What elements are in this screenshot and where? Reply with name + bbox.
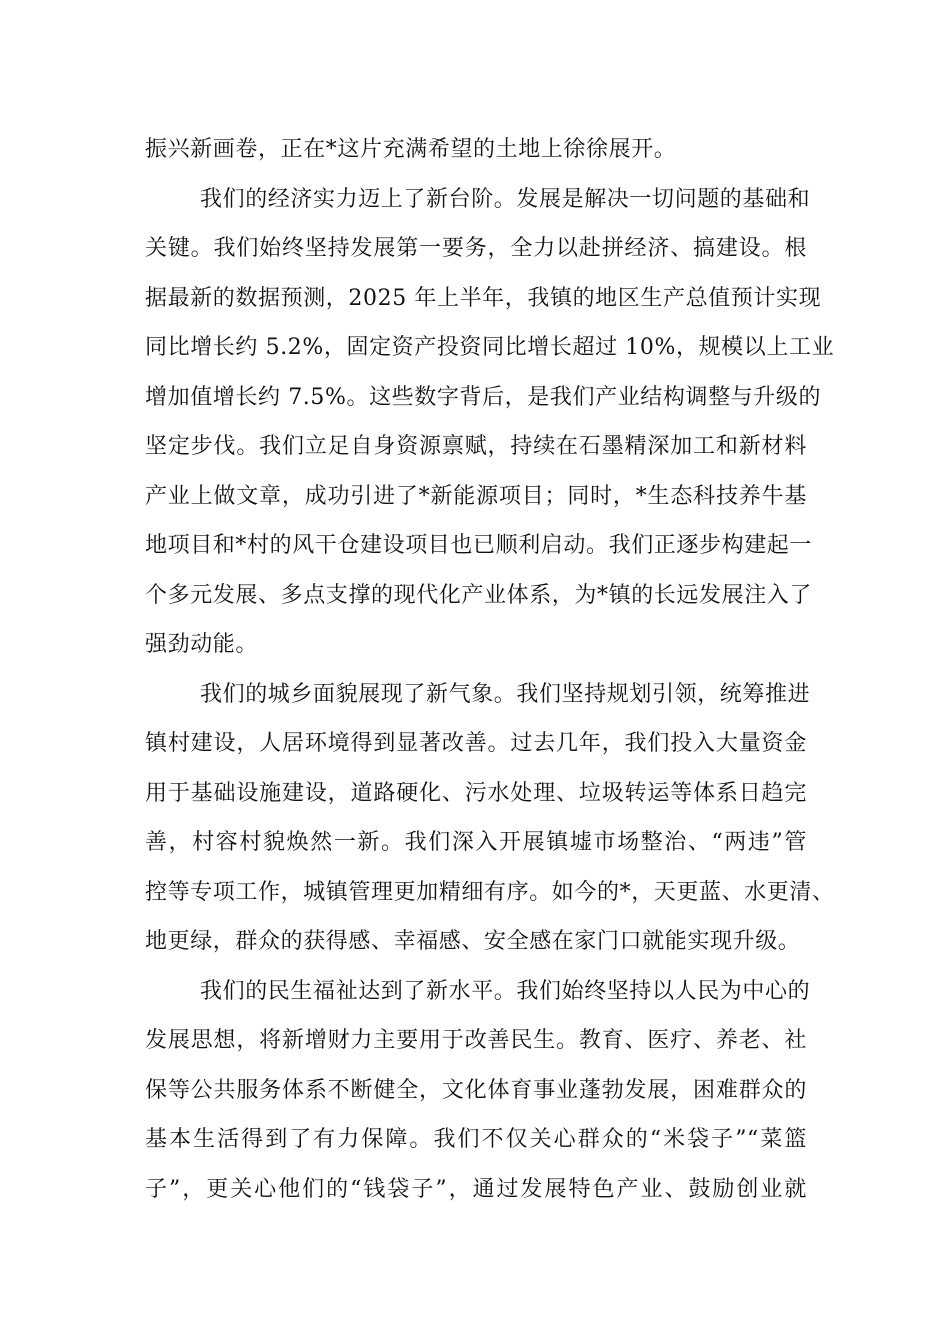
text-line: 关键。我们始终坚持发展第一要务，全力以赴拼经济、搞建设。根: [145, 236, 807, 261]
text-line: 我们的经济实力迈上了新台阶。发展是解决一切问题的基础和: [200, 186, 811, 212]
text-line: 同比增长约 5.2%，固定资产投资同比增长超过 10%，规模以上工业: [145, 335, 835, 360]
text-line: 用于基础设施建设，道路硬化、污水处理、垃圾转运等体系日趋完: [145, 780, 807, 806]
text-line: 我们的城乡面貌展现了新气象。我们坚持规划引领，统筹推进: [200, 681, 811, 707]
text-line: 发展思想，将新增财力主要用于改善民生。教育、医疗、养老、社: [145, 1028, 807, 1053]
text-line: 控等专项工作，城镇管理更加精细有序。如今的*，天更蓝、水更清、: [145, 879, 835, 905]
text-line: 保等公共服务体系不断健全，文化体育事业蓬勃发展，困难群众的: [145, 1077, 807, 1103]
text-line: 子”，更关心他们的“钱袋子”，通过发展特色产业、鼓励创业就: [145, 1176, 807, 1202]
text-line: 产业上做文章，成功引进了*新能源项目；同时，*生态科技养牛基: [145, 483, 807, 509]
text-line: 镇村建设，人居环境得到显著改善。过去几年，我们投入大量资金: [145, 731, 807, 756]
text-line: 地更绿，群众的获得感、幸福感、安全感在家门口就能实现升级。: [145, 929, 801, 954]
text-line: 地项目和*村的风干仓建设项目也已顺利启动。我们正逐步构建起一: [145, 533, 813, 558]
text-line: 据最新的数据预测，2025 年上半年，我镇的地区生产总值预计实现: [145, 285, 822, 311]
text-line: 振兴新画卷，正在*这片充满希望的土地上徐徐展开。: [145, 137, 677, 162]
text-line: 我们的民生福祉达到了新水平。我们始终坚持以人民为中心的: [200, 978, 811, 1004]
text-line: 个多元发展、多点支撑的现代化产业体系，为*镇的长远发展注入了: [145, 582, 813, 608]
text-line: 增加值增长约 7.5%。这些数字背后，是我们产业结构调整与升级的: [145, 384, 822, 410]
text-line: 强劲动能。: [145, 632, 259, 657]
text-line: 坚定步伐。我们立足自身资源禀赋，持续在石墨精深加工和新材料: [145, 434, 807, 459]
text-line: 善，村容村貌焕然一新。我们深入开展镇墟市场整治、“两违”管: [145, 830, 807, 855]
document-body: [145, 133, 835, 1222]
text-line: 基本生活得到了有力保障。我们不仅关心群众的“米袋子”“菜篮: [145, 1127, 807, 1152]
